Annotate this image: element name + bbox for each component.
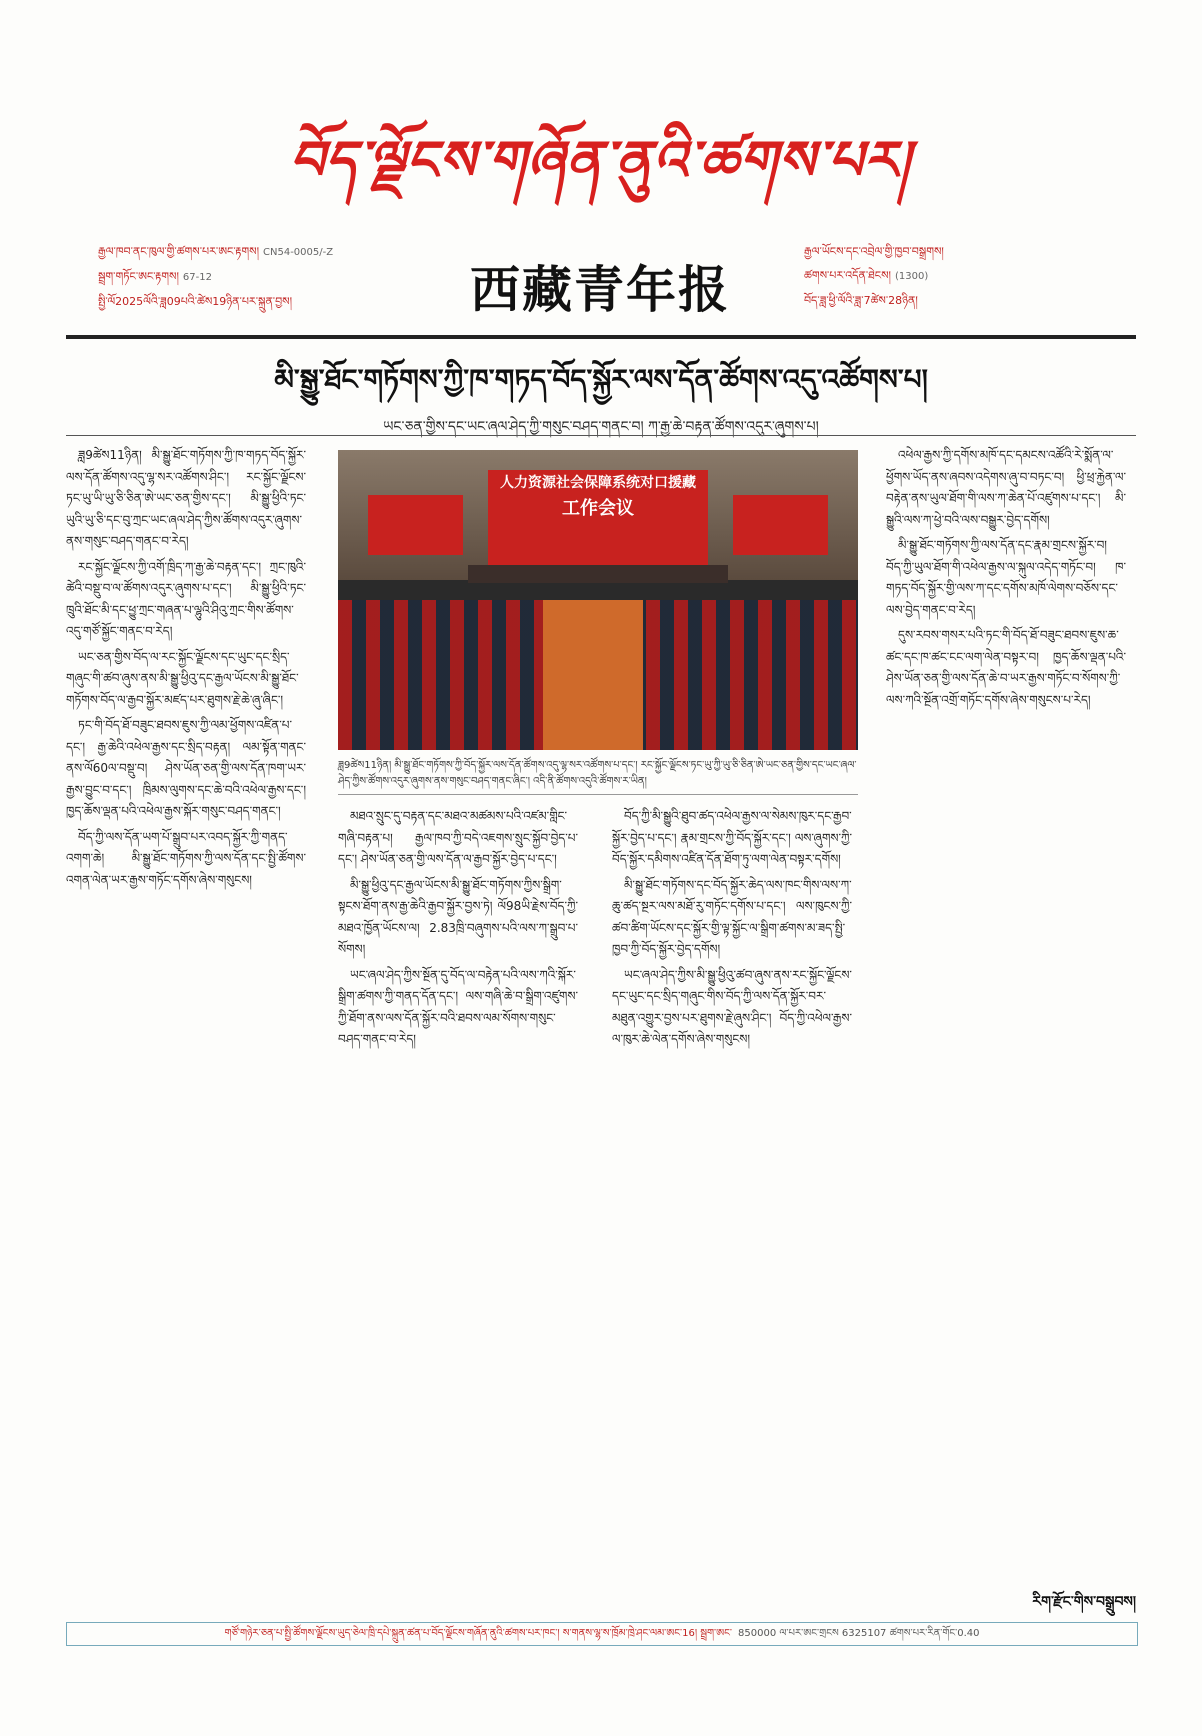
column-3 <box>612 806 852 1620</box>
paragraph: མི་སྒྱུ་ཐོང་གཏོགས་ཀྱི་ལས་དོན་དང་རྣམ་གྲངས་སྐྱོར་བ། བོད་ཀྱི་ཡུལ་ཐོག་གི་འཕེལ་རྒྱས་ལ་སྐུལ་འདེད་གཏོང་བ། ཁ་གཏད་བོད་སྐྱོར་གྱི་ལས་ཀ་དང་དགོས་མཁོ་ལེགས་བཅོས་དང་ལས་བྱེད་གནང་བ་རེད། <box>886 538 1126 617</box>
article-subhead: ཡང་ཅན་གྱིས་དང་ཡང་ཞལ་ཤེད་ཀྱི་གསུང་བཤད་གནང་བ། ཀ་རྒྱ་ཆེ་བརྟན་ཚོགས་འདུར་ཞུགས་པ། <box>383 419 819 435</box>
masthead-rule <box>66 335 1136 339</box>
column-2 <box>338 806 578 1620</box>
paragraph: མི་སྒྱུ་ཐོང་གཏོགས་དང་བོད་སྐྱོར་ཆེད་ལས་ཁང་གིས་ལས་ཀ་ཆུ་ཚད་སྔར་ལས་མཐོ་རུ་གཏོང་དགོས་པ་དང་། ལས་ཁུངས་ཀྱི་ཚབ་ཚིག་ཡོངས་དང་སྐྱོར་གྱི་ལྟ་སྐྱོང་ལ་སྒྲིག་ཚགས་མ་ཟད་སྤྱི་ཁྱབ་ཀྱི་བོད་སྐྱོར་བྱེད་དགོས། <box>612 877 852 956</box>
side-screen-right <box>733 495 828 555</box>
stage <box>468 565 728 583</box>
subhead-rule <box>66 435 1136 436</box>
paragraph: འཕེལ་རྒྱས་ཀྱི་དགོས་མཁོ་དང་དམངས་འཚོའི་རེ་སྨོན་ལ་ཕྱོགས་ཡོད་ནས་ཞབས་འདེགས་ཞུ་བ་བཏང་བ། ཕྱི་ཕྲ་རྐྱེན་ལ་བརྟེན་ནས་ཡུལ་ཐོག་གི་ལས་ཀ་ཆེན་པོ་འཛུགས་པ་དང་། མི་སྒྱུའི་ལས་ཀ་ཕྱེ་བའི་ལས་བསྒྱུར་བྱེད་དགོས། <box>886 448 1126 527</box>
meta-right-line1: རྒྱལ་ཡོངས་དང་འབྲེལ་གྱི་ཁྱབ་བསྒྲགས། <box>804 245 944 258</box>
meta-left-line1: རྒྱལ་ཁབ་ནང་ཁུལ་གྱི་ཚགས་པར་ཨང་རྟགས། CN54-0005/-Z <box>98 245 334 258</box>
paragraph: ཡང་ཅན་གྱིས་བོད་ལ་རང་སྐྱོང་ལྗོངས་དང་ཡུང་དང་སྲིད་གཞུང་གི་ཚབ་ཞུས་ནས་མི་སྒྱུ་ཕྱིའུ་དང་རྒྱལ་ཡོངས་མི་སྒྱུ་ཐོང་གཏོགས་བོད་ལ་རྒྱབ་སྐྱོར་མཛད་པར་ཐུགས་རྗེ་ཆེ་ཞུ་ཞིང་། <box>66 649 299 707</box>
masthead-tibetan-title: བོད་ལྗོངས་གཞོན་ནུའི་ཚགས་པར། <box>289 128 911 192</box>
paragraph: རང་སྐྱོང་ལྗོངས་ཀྱི་འགོ་ཁྲིད་ཀ་རྒྱ་ཆེ་བརྟན་དང་། ཀྲང་ཁུའི་ཚེའི་བསྡུ་བ་ལ་ཚོགས་འདུར་ཞུགས་པ་དང་། མི་སྒྱུ་ཕྱིའི་ཏང་ཁྲུའི་ཐོང་མི་དང་ཕྱུ་ཀྲང་གཞན་པ་ལྷུའི་ཤིའུ་ཀྲང་གིས་ཚོགས་འདུ་གཙོ་སྐྱོང་གནང་བ་རེད། <box>66 559 306 638</box>
paragraph: བོད་ཀྱི་ལས་དོན་ཡག་པོ་སྒྲུབ་པར་འབད་སྐྱོར་ཀྱི་གནད་འགག་ཆེ། མི་སྒྱུ་ཐོང་གཏོགས་ཀྱི་ལས་དོན་དང་སྤྱི་ཚོགས་འགན་ལེན་ཡར་རྒྱས་གཏོང་དགོས་ཞེས་གསུངས། <box>66 829 306 887</box>
meta-left-line2: སྦྲག་གཏོང་ཨང་རྟགས། 67-12 <box>98 270 212 283</box>
paragraph: ཏང་གི་བོད་ཐོ་བཟུང་ཐབས་ཇུས་ཀྱི་ལམ་ཕྱོགས་འཛིན་པ་དང་། རྒྱ་ཆེའི་འཕེལ་རྒྱས་དང་སྲིད་བརྟན། ལམ་སྟོན་གནང་ནས་ལོ60ལ་བསྡུ་བ། ཤེས་ཡོན་ཅན་གྱི་ལས་དོན་ཁག་ཡར་རྒྱས་བྱུང་བ་དང་། ཁྲིམས་ལུགས་དང་ཆེ་བའི་འཕེལ་རྒྱས་དང་། ཁྱད་ཆོས་ལྡན་པའི་འཕེལ་རྒྱས་སྐོར་གསུང་བཤད་གནང་། <box>66 718 306 818</box>
footer-numbers: 850000 ལ་པར་ཨང་གྲངས 6325107 ཚགས་པར་རིན་གོང་0.40 <box>738 1628 980 1639</box>
footer-imprint <box>66 1622 1138 1646</box>
paragraph: དུས་རབས་གསར་པའི་ཏང་གི་བོད་ཐོ་བཟུང་ཐབས་ཇུས་ཆ་ཚང་དང་ཁ་ཚང་ངང་ལག་ལེན་བསྟར་བ། ཁྱད་ཆོས་ལྡན་པའི་ཤེས་ཡོན་ཅན་གྱི་ལས་དོན་ཆེ་བ་ཡར་རྒྱས་གཏོང་བ་སོགས་ཀྱི་ལས་ཀའི་སྔོན་འགྲོ་གཏོང་དགོས་ཞེས་གསུངས་པ་རེད། <box>886 628 1126 707</box>
paragraph: བོད་ཀྱི་མི་སྒྱུའི་ཐུབ་ཚད་འཕེལ་རྒྱས་ལ་སེམས་ཁུར་དང་རྒྱབ་སྐྱོར་བྱེད་པ་དང་། རྣམ་གྲངས་ཀྱི་བོད་སྐྱོར་དང་། ལས་ཞུགས་ཀྱི་བོད་སྐྱོར་དམིགས་འཛིན་དོན་ཐོག་ཏུ་ལག་ལེན་བསྟར་དགོས། <box>612 809 852 866</box>
meta-right <box>804 240 1104 313</box>
screen-line2: 工作会议 <box>562 498 634 519</box>
article-headline: མི་སྒྱུ་ཐོང་གཏོགས་ཀྱི་ཁ་གཏད་བོད་སྐྱོར་ལས་དོན་ཚོགས་འདུ་འཚོགས་པ། <box>274 363 928 396</box>
main-screen <box>488 470 708 565</box>
meta-left-line3: སྤྱི་ལོ2025ལོའི་ཟླ09པའི་ཚེས19ཉིན་པར་སྐྲུན་བྱས། <box>98 295 293 308</box>
paragraph: ཟླ9ཚེས11ཉིན། མི་སྒྱུ་ཐོང་གཏོགས་ཀྱི་ཁ་གཏད་བོད་སྐྱོར་ལས་དོན་ཚོགས་འདུ་ལྷ་སར་འཚོགས་ཤིང་། རང་སྐྱོང་ལྗོངས་ཏང་ཡུ་ཡི་ཡུ་ཅི་ཅིན་ཨེ་ཡང་ཅན་གྱིས་དང་། མི་སྒྱུ་ཕྱིའི་ཏང་ཡུའི་ཡུ་ཅི་དང་བུ་ཀྲང་ཡང་ཞལ་ཤེད་ཀྱིས་ཚོགས་འདུར་ཞུགས་ནས་གསུང་བཤད་གནང་བ་རེད། <box>66 448 306 548</box>
paragraph: མཐའ་སྲུང་དུ་བརྟན་དང་མཐའ་མཚམས་པའི་འཛམ་གླིང་གཞི་བརྟན་པ། རྒྱལ་ཁབ་ཀྱི་བདེ་འཇགས་སྲུང་སྐྱོབ་བྱེད་པ་དང་། ཤེས་ཡོན་ཅན་གྱི་ལས་དོན་ལ་རྒྱབ་སྐྱོར་བྱེད་པ་དང་། <box>338 809 578 866</box>
meta-left <box>98 240 438 314</box>
footer-text: གཙོ་གཉེར་ཅན་པ་སྤྱི་ཚོགས་ལྗོངས་ཡུད་ཅེལ་ཁྲི་དཔེ་སྐྲུན་ཚན་པ་བོད་ལྗོངས་གཞོན་ནུའི་ཚགས་པར་ཁང་། ས་གནས་ལྷ་ས་ཁྲོམ་ཁྲེ་ཤང་ལམ་ཨང་16། སྦྲག་ཨང་ <box>224 1628 733 1639</box>
column-1 <box>66 445 306 1620</box>
masthead-chinese-title: 西藏青年报 <box>470 261 730 319</box>
conference-photo <box>338 450 858 750</box>
meta-right-line3: བོད་ཟླ་ཕྱི་ལོའི་ཟླ་7ཚེས་28ཉིན། <box>804 294 918 307</box>
paragraph: ཡང་ཞལ་ཤེད་ཀྱིས་སྔོན་དུ་བོད་ལ་བརྟེན་པའི་ལས་ཀའི་སྐོར་སྒྲིག་ཚགས་ཀྱི་གནད་དོན་དང་། ལས་གཞི་ཆེ་བ་སྒྲིག་འཛུགས་ཀྱི་ཐོག་ནས་ལས་དོན་སྐྱོར་བའི་ཐབས་ལམ་སོགས་གསུང་བཤད་གནང་བ་རེད། <box>338 967 578 1046</box>
meta-right-line2: ཚགས་པར་འདོན་ཐེངས། (1300) <box>804 269 929 282</box>
column-4 <box>886 445 1126 1555</box>
screen-line1: 人力资源社会保障系统对口援藏 <box>500 475 696 491</box>
photo-caption: ཟླ9ཚེས11ཉིན། མི་སྒྱུ་ཐོང་གཏོགས་ཀྱི་བོད་སྐྱོར་ལས་དོན་ཚོགས་འདུ་ལྷ་སར་འཚོགས་པ་དང་། རང་སྐྱོང་ལྗོངས་ཏང་ཡུ་ཀྱི་ཡུ་ཅི་ཅིན་ཨེ་ཡང་ཅན་གྱིས་དང་ཡང་ཞལ་ཤེད་ཀྱིས་ཚོགས་འདུར་ཞུགས་ནས་གསུང་བཤད་གནང་ཞིང་། འདི་ནི་ཚོགས་འདུའི་ཚོགས་ར་ཡིན། <box>338 758 858 795</box>
author-signature: རིག་རྫོང་གིས་བསྒྲུབས། <box>1032 1594 1136 1610</box>
side-screen-left <box>368 495 463 555</box>
paragraph: ཡང་ཞལ་ཤེད་ཀྱིས་མི་སྒྱུ་ཕྱིའུ་ཚབ་ཞུས་ནས་རང་སྐྱོང་ལྗོངས་དང་ཡུང་དང་སྲིད་གཞུང་གིས་བོད་ཀྱི་ལས་དོན་སྐྱོར་བར་མཐུན་འགྱུར་བྱས་པར་ཐུགས་རྗེ་ཞུས་ཤིང་། བོད་ཀྱི་འཕེལ་རྒྱས་ལ་ཁུར་ཆེ་ལེན་དགོས་ཞེས་གསུངས། <box>612 967 852 1046</box>
aisle-carpet <box>543 600 643 750</box>
paragraph: མི་སྒྱུ་ཕྱིའུ་དང་རྒྱལ་ཡོངས་མི་སྒྱུ་ཐོང་གཏོགས་ཀྱིས་སྒྲིག་སྟངས་ཐོག་ནས་རྒྱ་ཆེའི་རྒྱབ་སྐྱོར་བྱས་ཏེ། ལོ98ཡི་རྗེས་བོད་ཀྱི་མཐའ་ཁྱོན་ཡོངས་ལ། 2.83ཁྲི་བཞུགས་པའི་ལས་ཀ་སྒྲུབ་པ་སོགས། <box>338 877 578 956</box>
